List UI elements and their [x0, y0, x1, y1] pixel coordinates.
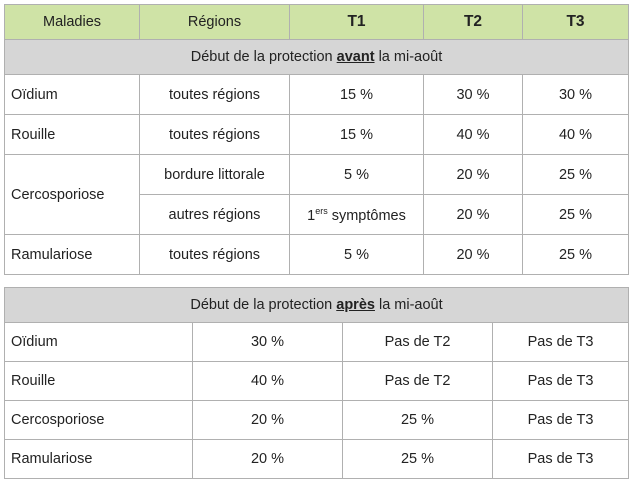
t2-cell: 20 %: [424, 155, 523, 195]
t1-cell: [290, 195, 424, 235]
section-text: la mi-août: [374, 297, 443, 313]
table-row: [5, 323, 629, 362]
t3-cell: 25 %: [523, 195, 629, 235]
value-cell: 40 %: [193, 362, 343, 401]
section-emph: après: [336, 297, 375, 313]
t2-cell: 20 %: [424, 195, 523, 235]
value-cell: Pas de T2: [343, 323, 493, 362]
header-t1: T1: [290, 5, 424, 40]
value-cell: 25 %: [343, 401, 493, 440]
table-row: [5, 401, 629, 440]
table-row: [5, 235, 629, 275]
t3-cell: 25 %: [523, 155, 629, 195]
disease-cell: Rouille: [5, 362, 193, 401]
section-title-after: [5, 288, 629, 323]
region-cell: bordure littorale: [140, 155, 290, 195]
disease-cell: Ramulariose: [5, 235, 140, 275]
t1-cell: 5 %: [290, 235, 424, 275]
disease-cell: Oïdium: [5, 323, 193, 362]
section-title-before: [5, 40, 629, 75]
t2-cell: 40 %: [424, 115, 523, 155]
table-row: [5, 362, 629, 401]
value-cell: Pas de T3: [493, 323, 629, 362]
section-row-after: [5, 288, 629, 323]
section-emph: avant: [336, 49, 375, 65]
table-row: [5, 115, 629, 155]
disease-cell: Cercosporiose: [5, 401, 193, 440]
region-cell: toutes régions: [140, 75, 290, 115]
value-cell: Pas de T3: [493, 401, 629, 440]
t3-cell: 30 %: [523, 75, 629, 115]
header-maladies: Maladies: [5, 5, 140, 40]
header-t3: T3: [523, 5, 629, 40]
t2-cell: 20 %: [424, 235, 523, 275]
disease-cell: Rouille: [5, 115, 140, 155]
region-cell: toutes régions: [140, 235, 290, 275]
value-cell: 25 %: [343, 440, 493, 479]
section-text: Début de la protection: [190, 297, 337, 313]
value-cell: Pas de T2: [343, 362, 493, 401]
header-t2: T2: [424, 5, 523, 40]
t1-num: 1: [307, 207, 316, 224]
protection-before-table: [4, 4, 629, 275]
value-cell: 30 %: [193, 323, 343, 362]
disease-cell: Cercosporiose: [5, 155, 140, 235]
region-cell: toutes régions: [140, 115, 290, 155]
table-row: [5, 75, 629, 115]
disease-cell: Oïdium: [5, 75, 140, 115]
t1-cell: 15 %: [290, 115, 424, 155]
value-cell: 20 %: [193, 440, 343, 479]
t3-cell: 40 %: [523, 115, 629, 155]
protection-after-table: [4, 287, 629, 479]
section-text: Début de la protection: [190, 49, 337, 65]
value-cell: Pas de T3: [493, 440, 629, 479]
value-cell: Pas de T3: [493, 362, 629, 401]
t1-cell: 5 %: [290, 155, 424, 195]
table-row: [5, 155, 629, 195]
section-text: la mi-août: [374, 49, 443, 65]
header-regions: Régions: [140, 5, 290, 40]
t1-sup: ers: [315, 205, 328, 216]
t3-cell: 25 %: [523, 235, 629, 275]
disease-cell: Ramulariose: [5, 440, 193, 479]
t1-cell: 15 %: [290, 75, 424, 115]
value-cell: 20 %: [193, 401, 343, 440]
table-row: [5, 440, 629, 479]
header-row: [5, 5, 629, 40]
t1-rest: symptômes: [327, 207, 406, 224]
region-cell: autres régions: [140, 195, 290, 235]
section-row-before: [5, 40, 629, 75]
t2-cell: 30 %: [424, 75, 523, 115]
